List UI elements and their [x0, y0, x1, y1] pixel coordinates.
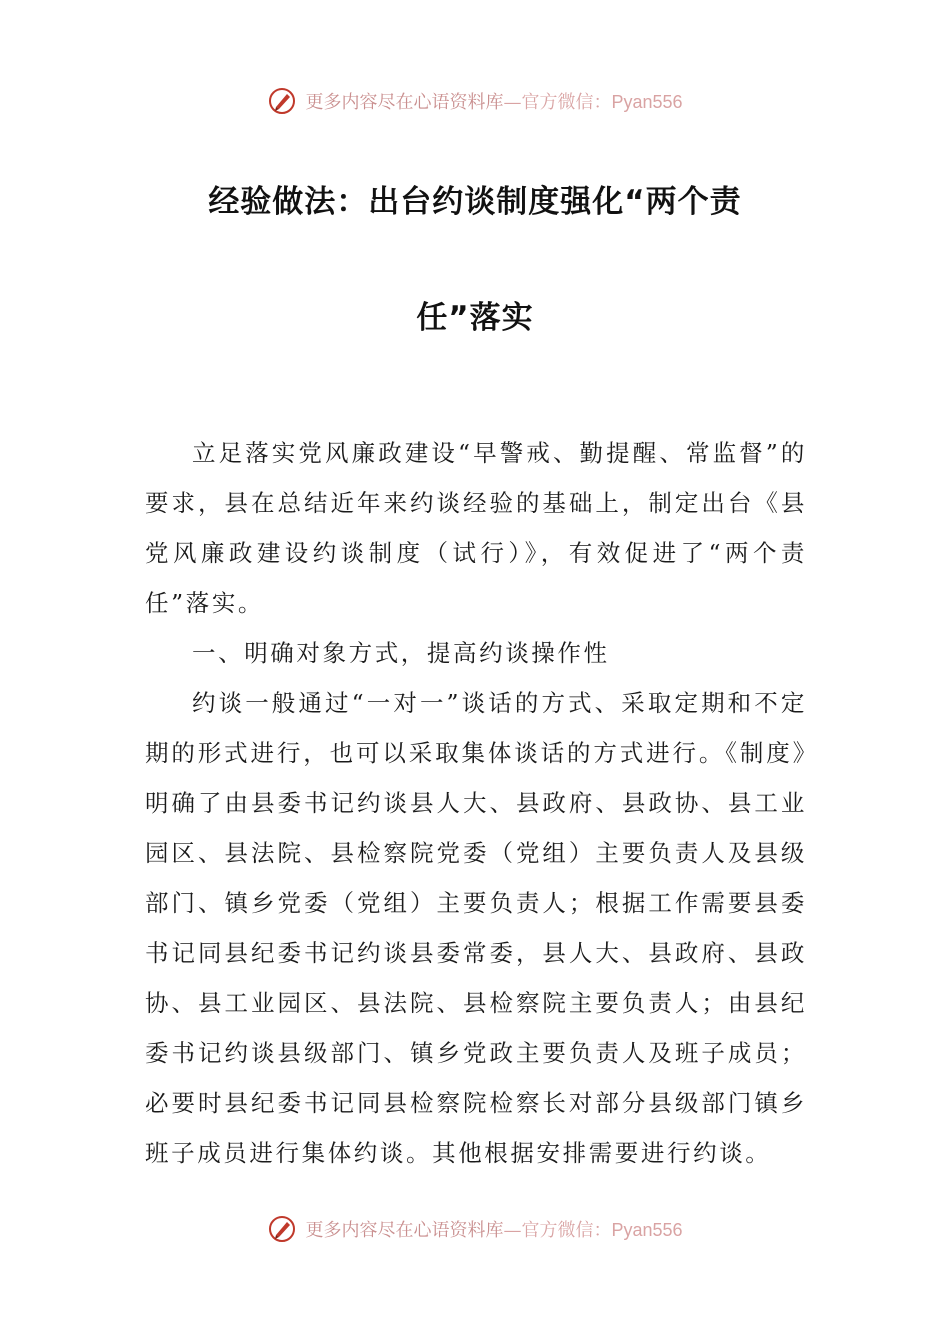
footer-watermark — [0, 1214, 950, 1244]
pen-logo-icon — [267, 86, 297, 116]
watermark-label: 官方微信： — [521, 1220, 612, 1241]
paragraph-section-1: 约谈一般通过“一对一”谈话的方式、采取定期和不定期的形式进行，也可以采取集体谈话的方式进行。《制度》明确了由县委书记约谈县人大、县政府、县政协、县工业园区、县法院、县检察院党委（党组）主要负责人及县级部门、镇乡党委（党组）主要负责人；根据工作需要县委书记同县纪委书记约谈县委常委，县人大、县政府、县政协、县工业园区、县法院、县检察院主要负责人；由县纪委书记约谈县级部门、镇乡党政主要负责人及班子成员；必要时县纪委书记同县检察院检察长对部分县级部门镇乡班子成员进行集体约谈。其他根据安排需要进行约谈。 — [145, 689, 807, 1167]
section-heading-1: 一、明确对象方式，提高约谈操作性 — [192, 639, 610, 667]
paragraph-intro: 立足落实党风廉政建设“早警戒、勤提醒、常监督”的要求，县在总结近年来约谈经验的基础上，制定出台《县党风廉政建设约谈制度（试行）》，有效促进了“两个责任”落实。 — [145, 439, 807, 617]
document-body — [145, 428, 807, 1178]
watermark-text — [305, 88, 682, 114]
pen-logo-icon — [267, 1214, 297, 1244]
document-title-line-1: 经验做法：出台约谈制度强化“两个责 — [208, 184, 742, 220]
watermark-dash: — — [503, 92, 522, 113]
watermark-brand: 更多内容尽在心语资料库 — [305, 92, 504, 113]
watermark-brand: 更多内容尽在心语资料库 — [305, 1220, 504, 1241]
watermark-id: Pyan556 — [611, 1220, 683, 1240]
header-watermark — [0, 86, 950, 116]
watermark-dash: — — [503, 1220, 522, 1241]
watermark-id: Pyan556 — [611, 92, 683, 112]
watermark-label: 官方微信： — [521, 92, 612, 113]
watermark-text — [305, 1216, 682, 1242]
document-title-line-2: 任”落实 — [416, 300, 534, 336]
